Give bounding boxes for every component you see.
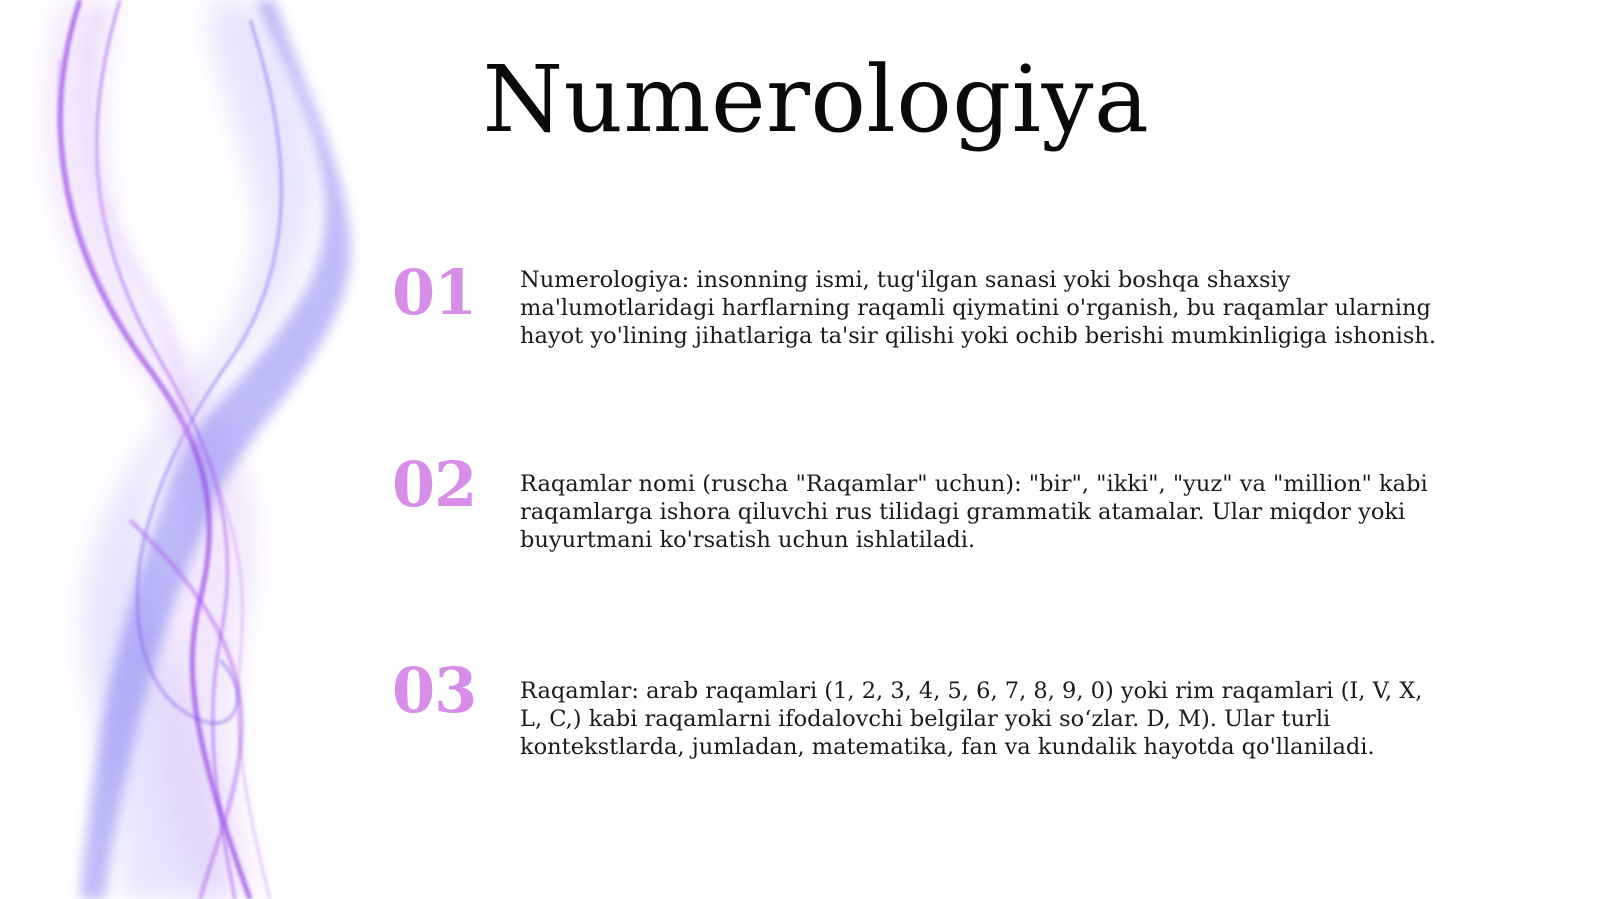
item-text-02: Raqamlar nomi (ruscha "Raqamlar" uchun): "bir", "ikki", "yuz" va "million" kabi raqamlarga ishora qiluvchi rus tilidagi grammatik atamalar. Ular miqdor yoki buyurtmani ko'rsatish uchun ishlatiladi. (520, 471, 1428, 553)
slide-title: Numerologiya (482, 46, 1150, 153)
item-number-03: 03 (392, 654, 477, 727)
item-number-01: 01 (392, 256, 477, 329)
item-text-01: Numerologiya: insonning ismi, tug'ilgan sanasi yoki boshqa shaxsiy ma'lumotlaridagi harflarning raqamli qiymatini o'rganish, bu raqamlar ularning hayot yo'lining jihatlariga ta'sir qilishi yoki ochib berishi mumkinligiga ishonish. (520, 267, 1437, 349)
item-text-03: Raqamlar: arab raqamlari (1, 2, 3, 4, 5, 6, 7, 8, 9, 0) yoki rim raqamlari (I, V, X, L, C,) kabi raqamlarni ifodalovchi belgilar yoki so‘zlar. D, M). Ular turli kontekstlarda, jumladan, matematika, fan va kundalik hayotda qo'llaniladi. (520, 678, 1423, 760)
item-number-02: 02 (392, 448, 477, 521)
